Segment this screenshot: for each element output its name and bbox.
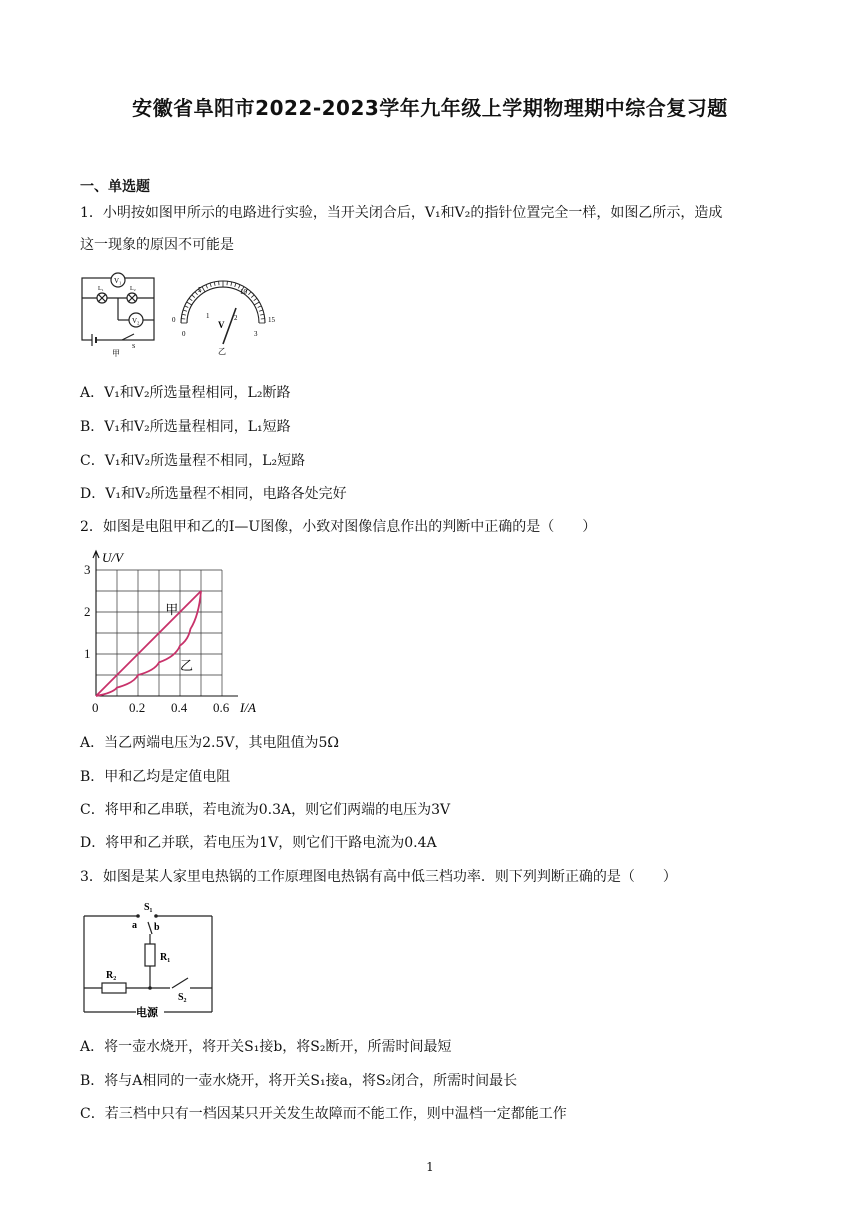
chart-x-tick-label: 0.6 bbox=[213, 700, 230, 715]
q1-figure bbox=[78, 268, 298, 360]
q3-option-a: A．将一壶水烧开，将开关S₁接b，将S₂断开，所需时间最短 bbox=[80, 1039, 452, 1055]
section-heading: 一、单选题 bbox=[80, 179, 150, 195]
dial-tick-mark bbox=[231, 282, 232, 286]
dial-tick-mark bbox=[206, 285, 208, 289]
dial-tick-mark bbox=[189, 298, 192, 300]
dial-tick-mark bbox=[192, 295, 195, 298]
page-title: 安徽省阜阳市2022-2023学年九年级上学期物理期中综合复习题 bbox=[132, 96, 728, 120]
dial-tick-mark bbox=[187, 302, 192, 305]
chart-x-tick-label: 0.2 bbox=[129, 700, 146, 715]
q1-fig-jia-label: 甲 bbox=[112, 349, 120, 358]
chart-y-tick-label: 2 bbox=[84, 604, 91, 619]
q3-stem: 3．如图是某人家里电热锅的工作原理图电热锅有高中低三档功率．则下列判断正确的是（ ） bbox=[80, 869, 677, 885]
dial-tick-mark bbox=[183, 310, 187, 311]
q1-dial-tick-1: 1 bbox=[206, 312, 210, 320]
q1-dial-tick-2: 2 bbox=[234, 314, 238, 322]
q3-label-source: 电源 bbox=[136, 1007, 158, 1018]
dial-tick-mark bbox=[210, 283, 211, 287]
q1-dial-tick-5: 5 bbox=[198, 286, 202, 294]
q1-stem-line2: 这一现象的原因不可能是 bbox=[80, 237, 234, 253]
q2-option-c: C．将甲和乙串联，若电流为0.3A，则它们两端的电压为3V bbox=[80, 802, 451, 818]
dial-tick-mark bbox=[235, 283, 236, 287]
q3-label-r2: R₂ bbox=[106, 970, 117, 981]
q3-label-s2: S₂ bbox=[178, 992, 187, 1003]
q3-circuit-figure bbox=[80, 900, 220, 1018]
q2-stem: 2．如图是电阻甲和乙的I—U图像，小致对图像信息作出的判断中正确的是（ ） bbox=[80, 519, 597, 535]
dial-tick-mark bbox=[254, 298, 257, 300]
chart-x-tick-label: 0 bbox=[92, 700, 99, 715]
q1-stem-line1: 1．小明按如图甲所示的电路进行实验，当开关闭合后，V₁和V₂的指针位置完全一样，如图乙所示，造成 bbox=[80, 205, 723, 221]
q3-label-r1: R₁ bbox=[160, 952, 171, 963]
q1-dial-tick-15: 15 bbox=[268, 316, 275, 324]
q1-dial-tick-0a: 0 bbox=[172, 316, 176, 324]
q3-label-b: b bbox=[154, 922, 160, 933]
q1-label-s: S bbox=[132, 344, 136, 350]
dial-tick-mark bbox=[258, 306, 262, 308]
dial-tick-mark bbox=[214, 282, 215, 286]
q1-label-l2: L₂ bbox=[130, 286, 136, 292]
q1-option-b: B．V₁和V₂所选量程相同，L₁短路 bbox=[80, 419, 291, 435]
dial-tick-mark bbox=[254, 302, 259, 305]
dial-tick-mark bbox=[202, 287, 205, 292]
q1-option-a: A．V₁和V₂所选量程相同，L₂断路 bbox=[80, 385, 291, 401]
chart-series-label-yi: 乙 bbox=[180, 657, 194, 673]
chart-y-tick-label: 1 bbox=[84, 646, 91, 661]
q2-iu-chart bbox=[78, 546, 278, 722]
q1-label-l1: L₁ bbox=[98, 286, 104, 292]
q3-option-b: B．将与A相同的一壶水烧开，将开关S₁接a，将S₂闭合，所需时间最长 bbox=[80, 1073, 518, 1089]
chart-x-axis-label: I/A bbox=[240, 700, 256, 715]
chart-series-label-jia: 甲 bbox=[165, 602, 179, 618]
q2-option-b: B．甲和乙均是定值电阻 bbox=[80, 769, 231, 785]
q1-voltmeter-dial bbox=[181, 281, 265, 344]
q1-option-c: C．V₁和V₂所选量程不相同，L₂短路 bbox=[80, 453, 306, 469]
q1-dial-tick-3: 3 bbox=[254, 330, 258, 338]
q1-option-d: D．V₁和V₂所选量程不相同，电路各处完好 bbox=[80, 486, 347, 502]
dial-tick-mark bbox=[248, 292, 251, 295]
chart-y-axis-label: U/V bbox=[102, 550, 123, 565]
page-number: 1 bbox=[426, 1160, 434, 1174]
dial-tick-mark bbox=[260, 314, 264, 315]
dial-tick-mark bbox=[182, 314, 186, 315]
q1-label-v2: V₂ bbox=[132, 317, 140, 325]
q1-dial-tick-0b: 0 bbox=[182, 330, 186, 338]
chart-y-tick-label: 3 bbox=[84, 562, 91, 577]
dial-tick-mark bbox=[259, 310, 263, 311]
q3-option-c: C．若三档中只有一档因某只开关发生故障而不能工作，则中温档一定都能工作 bbox=[80, 1106, 567, 1122]
q3-label-s1: S₁ bbox=[144, 902, 153, 913]
chart-series-line-jia bbox=[96, 591, 201, 696]
q1-dial-v-label: V bbox=[218, 320, 225, 330]
q2-option-d: D．将甲和乙并联，若电压为1V，则它们干路电流为0.4A bbox=[80, 835, 437, 851]
q1-label-v1: V₁ bbox=[114, 277, 122, 285]
chart-x-tick-label: 0.4 bbox=[171, 700, 188, 715]
dial-tick-mark bbox=[251, 295, 254, 298]
q2-option-a: A．当乙两端电压为2.5V，其电阻值为5Ω bbox=[80, 735, 339, 751]
q3-label-a: a bbox=[132, 920, 137, 931]
q1-dial-tick-10: 10 bbox=[240, 288, 247, 296]
dial-tick-mark bbox=[185, 306, 189, 308]
q1-fig-yi-label: 乙 bbox=[218, 347, 226, 356]
